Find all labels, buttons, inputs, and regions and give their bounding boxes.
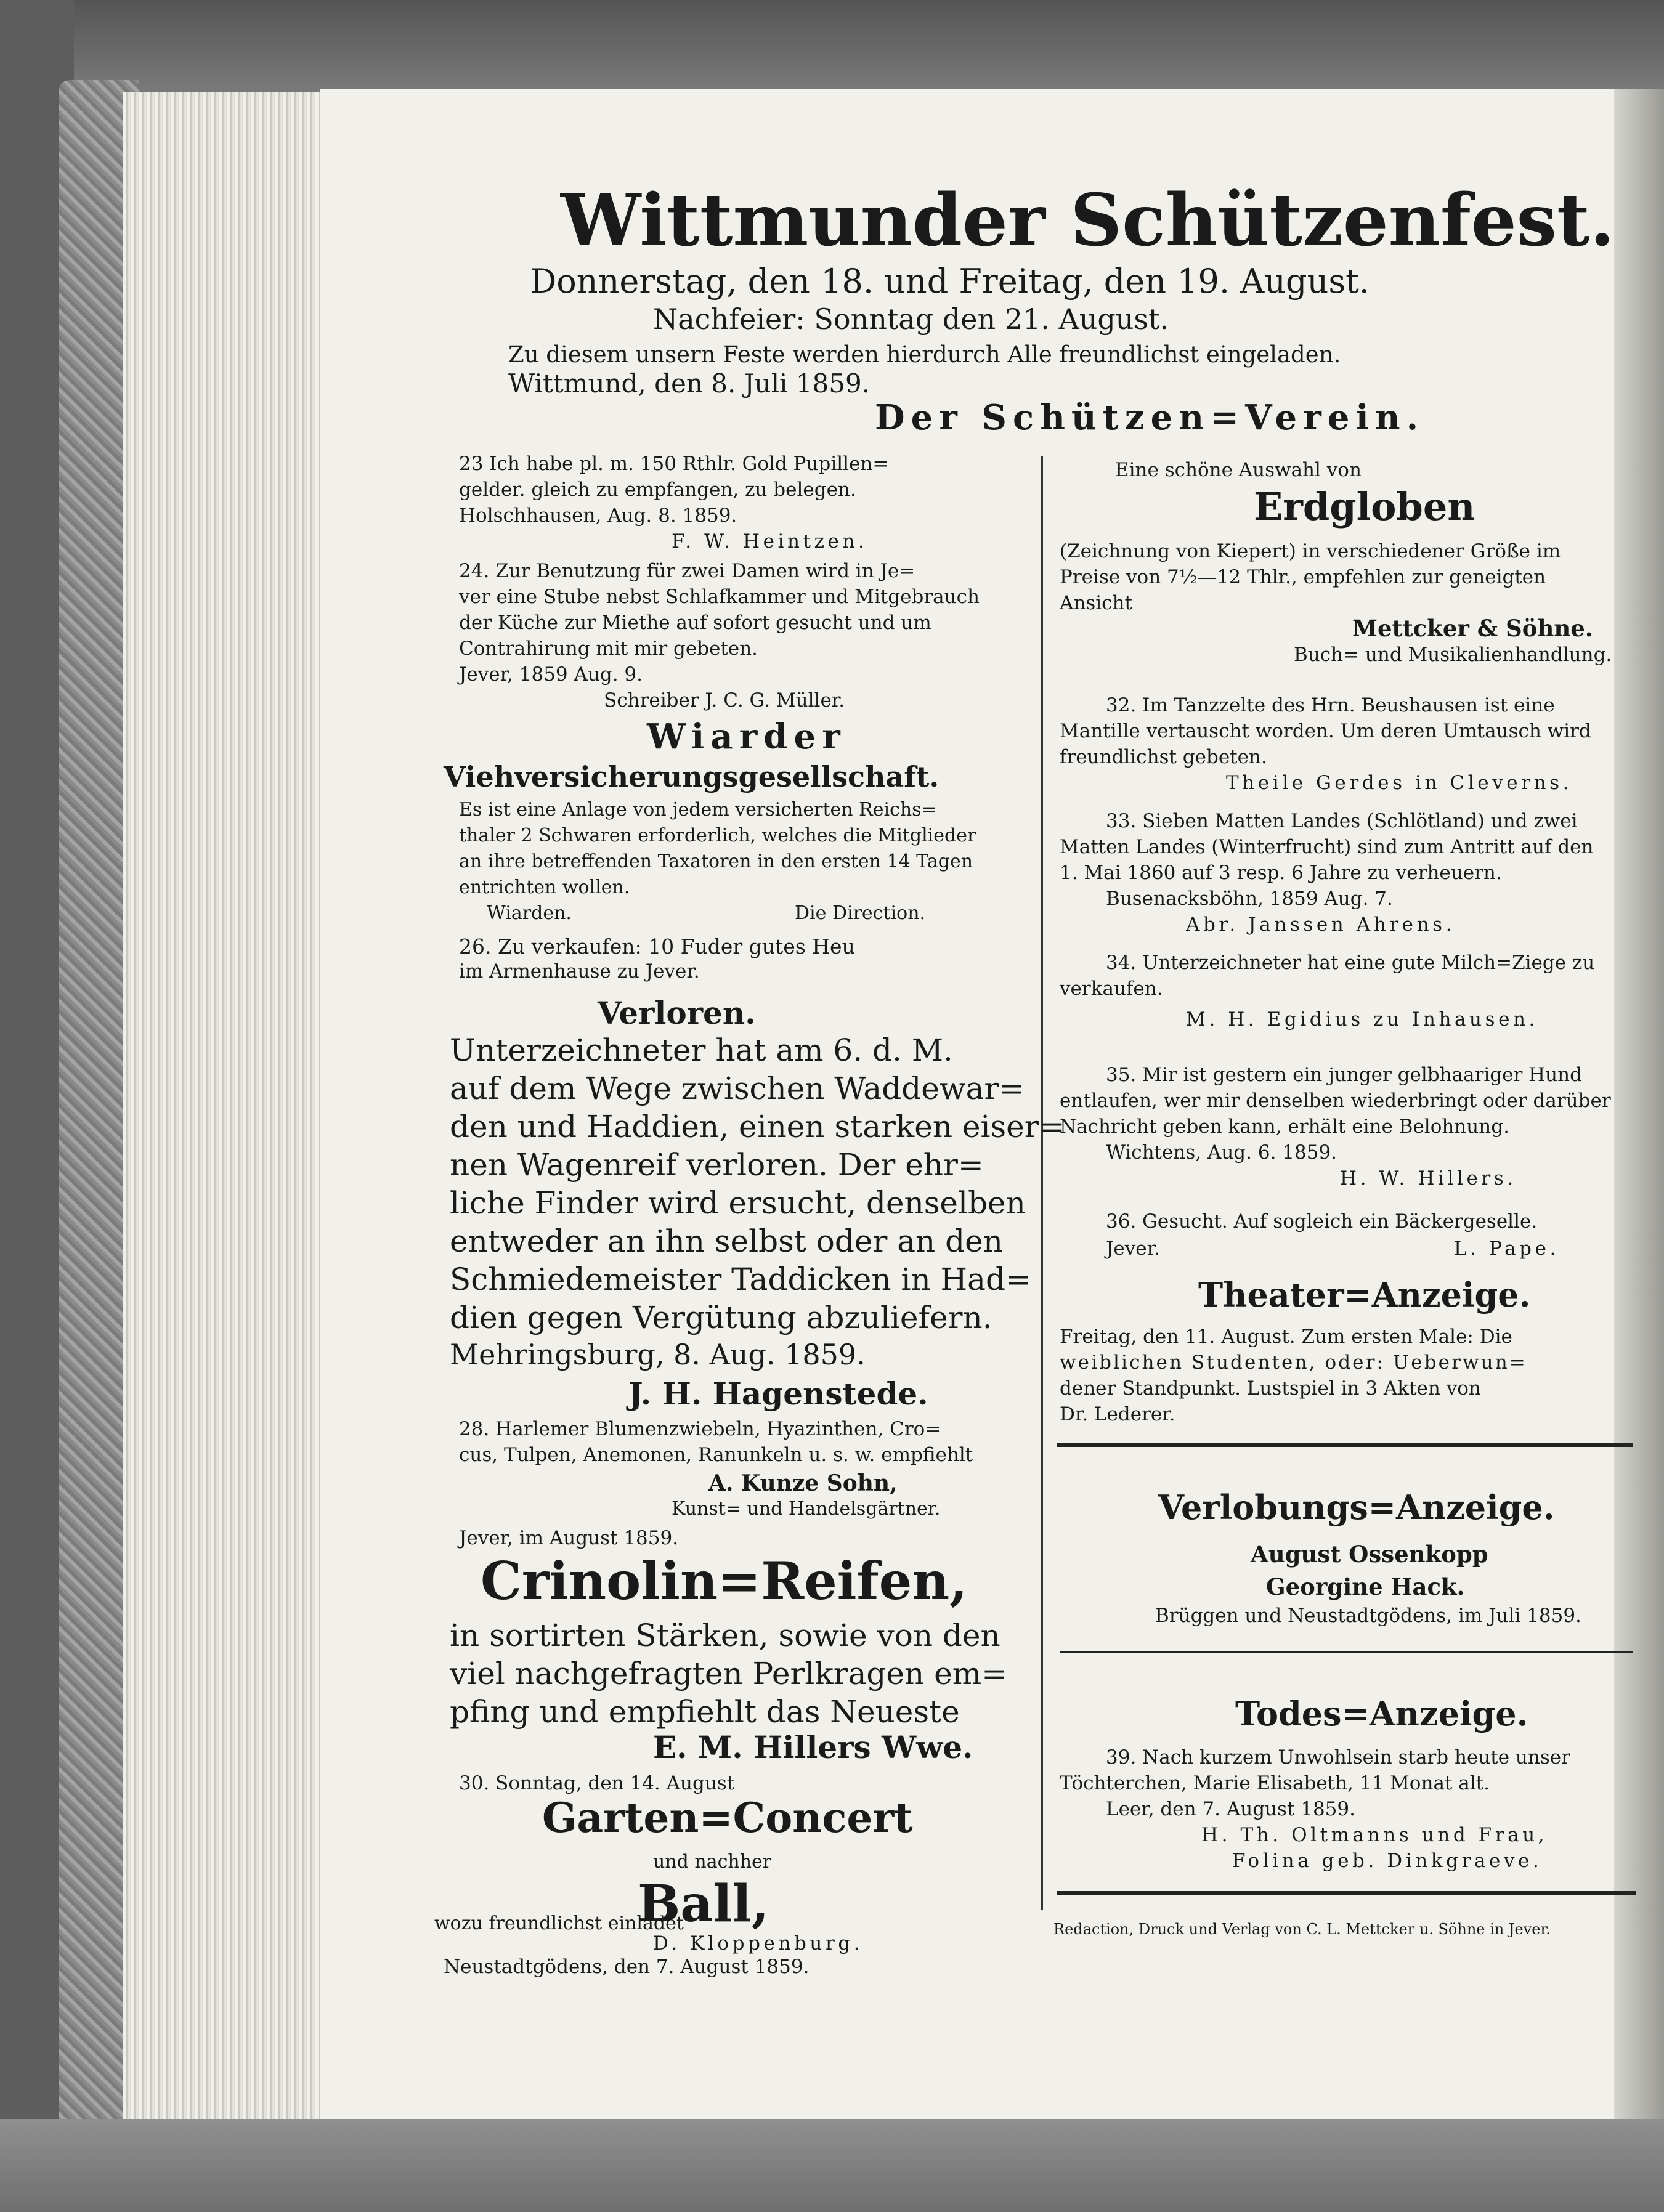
text-line: Eine schöne Auswahl von	[1115, 459, 1362, 481]
text-line: Leer, den 7. August 1859.	[1106, 1798, 1355, 1820]
signature: Mettcker & Söhne.	[1352, 615, 1593, 642]
section-divider	[1060, 1651, 1633, 1653]
text-line: ver eine Stube nebst Schlafkammer und Mitgebrauch	[459, 586, 980, 608]
text-line: 26. Zu verkaufen: 10 Fuder gutes Heu	[459, 934, 855, 958]
ad-title: Erdgloben	[1254, 484, 1475, 529]
text-line: Mantille vertauscht worden. Um deren Umtausch wird	[1060, 720, 1591, 742]
text-line: Matten Landes (Winterfrucht) sind zum Antritt auf den	[1060, 836, 1594, 858]
ad-place: Neustadtgödens, den 7. August 1859.	[444, 1956, 810, 1978]
text-line: an ihre betreffenden Taxatoren in den ersten 14 Tagen	[459, 851, 973, 872]
text-line: 24. Zur Benutzung für zwei Damen wird in Je=	[459, 560, 915, 582]
section-divider	[1057, 1443, 1633, 1447]
text-line: 32. Im Tanzzelte des Hrn. Beushausen ist eine	[1106, 694, 1555, 716]
signature: L. Pape.	[1454, 1238, 1559, 1260]
signature: E. M. Hillers Wwe.	[653, 1729, 973, 1765]
text-line: weiblichen Studenten, oder: Ueberwun=	[1060, 1351, 1527, 1374]
text-line: entrichten wollen.	[459, 877, 630, 898]
page-edges	[123, 92, 327, 2150]
masthead-date: Wittmund, den 8. Juli 1859.	[508, 368, 871, 399]
scan-background-bottom	[0, 2119, 1664, 2212]
text-line: wozu freundlichst einladet	[434, 1913, 684, 1934]
ad-title: Wiarder	[647, 716, 846, 757]
signature-subtitle: Kunst= und Handelsgärtner.	[672, 1498, 941, 1520]
text-line: gelder. gleich zu empfangen, zu belegen.	[459, 479, 856, 501]
signature: Theile Gerdes in Cleverns.	[1226, 772, 1573, 794]
text-line: Ansicht	[1060, 592, 1132, 614]
ad-place: Brüggen und Neustadtgödens, im Juli 1859.	[1155, 1605, 1581, 1627]
signature-subtitle: Buch= und Musikalienhandlung.	[1294, 644, 1612, 666]
text-line: Dr. Lederer.	[1060, 1403, 1175, 1425]
masthead-invitation: Zu diesem unsern Feste werden hierdurch Alle freundlichst eingeladen.	[508, 341, 1341, 368]
signature: Schreiber J. C. G. Müller.	[604, 689, 845, 711]
text-line: auf dem Wege zwischen Waddewar=	[450, 1071, 1025, 1106]
text-line: dener Standpunkt. Lustspiel in 3 Akten von	[1060, 1377, 1481, 1400]
ad-title: Garten=Concert	[542, 1794, 913, 1842]
text-line: 23 Ich habe pl. m. 150 Rthlr. Gold Pupillen=	[459, 453, 889, 475]
text-line: verkaufen.	[1060, 978, 1163, 1000]
text-line: 34. Unterzeichneter hat eine gute Milch=Ziege zu	[1106, 952, 1595, 974]
ad-place: Wiarden.	[487, 902, 572, 924]
text-line: Holschhausen, Aug. 8. 1859.	[459, 504, 737, 527]
text-line: Busenacksböhn, 1859 Aug. 7.	[1106, 888, 1393, 910]
text-line: thaler 2 Schwaren erforderlich, welches die Mitglieder	[459, 825, 976, 846]
text-line: und nachher	[653, 1851, 772, 1873]
text-line: cus, Tulpen, Anemonen, Ranunkeln u. s. w. empfiehlt	[459, 1444, 973, 1466]
signature: F. W. Heintzen.	[672, 530, 868, 553]
ad-place: Jever.	[1106, 1238, 1160, 1260]
text-line: in sortirten Stärken, sowie von den	[450, 1618, 1000, 1653]
signature: Abr. Janssen Ahrens.	[1186, 914, 1456, 936]
text-line: entlaufen, wer mir denselben wiederbringt oder darüber	[1060, 1090, 1611, 1112]
signature: A. Kunze Sohn,	[708, 1470, 898, 1496]
ad-title: Crinolin=Reifen,	[481, 1550, 968, 1611]
text-line: August Ossenkopp	[1251, 1541, 1488, 1568]
signature: J. H. Hagenstede.	[628, 1375, 928, 1412]
text-line: Mehringsburg, 8. Aug. 1859.	[450, 1338, 866, 1371]
text-line: 1. Mai 1860 auf 3 resp. 6 Jahre zu verheuern.	[1060, 862, 1502, 884]
text-line: 35. Mir ist gestern ein junger gelbhaariger Hund	[1106, 1064, 1582, 1086]
text-line: pfing und empfiehlt das Neueste	[450, 1694, 960, 1730]
text-line: Töchterchen, Marie Elisabeth, 11 Monat alt.	[1060, 1772, 1490, 1794]
ad-title: Verlobungs=Anzeige.	[1158, 1488, 1555, 1527]
masthead-signature: Der Schützen=Verein.	[875, 397, 1425, 438]
text-line: freundlichst gebeten.	[1060, 746, 1267, 768]
text-line: 39. Nach kurzem Unwohlsein starb heute unser	[1106, 1746, 1570, 1768]
section-divider	[1057, 1891, 1636, 1895]
text-line: Unterzeichneter hat am 6. d. M.	[450, 1032, 953, 1068]
ad-title: Ball,	[638, 1874, 769, 1934]
imprint: Redaction, Druck und Verlag von C. L. Mettcker u. Söhne in Jever.	[1053, 1921, 1551, 1938]
text-line: Nachricht geben kann, erhält eine Belohnung.	[1060, 1116, 1509, 1138]
text-line: Georgine Hack.	[1266, 1573, 1465, 1600]
signature: Folina geb. Dinkgraeve.	[1232, 1850, 1543, 1872]
masthead-dates: Donnerstag, den 18. und Freitag, den 19. August.	[530, 262, 1370, 301]
text-line: nen Wagenreif verloren. Der ehr=	[450, 1147, 984, 1183]
masthead-nachfeier: Nachfeier: Sonntag den 21. August.	[653, 302, 1169, 336]
text-line: liche Finder wird ersucht, denselben	[450, 1185, 1026, 1221]
text-line: Es ist eine Anlage von jedem versicherten Reichs=	[459, 799, 937, 820]
text-line: den und Haddien, einen starken eiser=	[450, 1109, 1065, 1144]
text-line: Wichtens, Aug. 6. 1859.	[1106, 1141, 1337, 1164]
text-line: 30. Sonntag, den 14. August	[459, 1772, 735, 1794]
ad-subtitle: Viehversicherungsgesellschaft.	[444, 760, 940, 793]
ad-place: Jever, im August 1859.	[459, 1527, 679, 1549]
column-divider	[1041, 456, 1043, 1910]
signature: Die Direction.	[795, 902, 926, 924]
ad-title: Verloren.	[598, 995, 756, 1031]
text-line: Jever, 1859 Aug. 9.	[459, 663, 643, 686]
text-line: entweder an ihn selbst oder an den	[450, 1223, 1003, 1259]
text-line: 28. Harlemer Blumenzwiebeln, Hyazinthen, Cro=	[459, 1418, 941, 1440]
text-line: Freitag, den 11. August. Zum ersten Male: Die	[1060, 1326, 1512, 1348]
masthead-title: Wittmunder Schützenfest.	[561, 179, 1615, 262]
signature: D. Kloppenburg.	[653, 1932, 864, 1955]
signature: H. W. Hillers.	[1340, 1167, 1517, 1189]
text-line: im Armenhause zu Jever.	[459, 960, 700, 982]
signature: M. H. Egidius zu Inhausen.	[1186, 1008, 1538, 1031]
text-line: viel nachgefragten Perlkragen em=	[450, 1656, 1008, 1691]
ad-title: Todes=Anzeige.	[1235, 1694, 1528, 1733]
text-line: Schmiedemeister Taddicken in Had=	[450, 1262, 1031, 1297]
signature: H. Th. Oltmanns und Frau,	[1201, 1824, 1548, 1846]
text-line: Contrahirung mit mir gebeten.	[459, 638, 758, 660]
text-line: (Zeichnung von Kiepert) in verschiedener Größe im	[1060, 540, 1561, 562]
text-line: 33. Sieben Matten Landes (Schlötland) und zwei	[1106, 810, 1578, 832]
text-line: dien gegen Vergütung abzuliefern.	[450, 1300, 992, 1335]
text-line: Preise von 7½—12 Thlr., empfehlen zur geneigten	[1060, 566, 1546, 588]
text-line: 36. Gesucht. Auf sogleich ein Bäckergeselle.	[1106, 1210, 1538, 1233]
ad-title: Theater=Anzeige.	[1198, 1275, 1531, 1315]
text-line: der Küche zur Miethe auf sofort gesucht und um	[459, 612, 931, 634]
scan-background-top	[0, 0, 1664, 92]
